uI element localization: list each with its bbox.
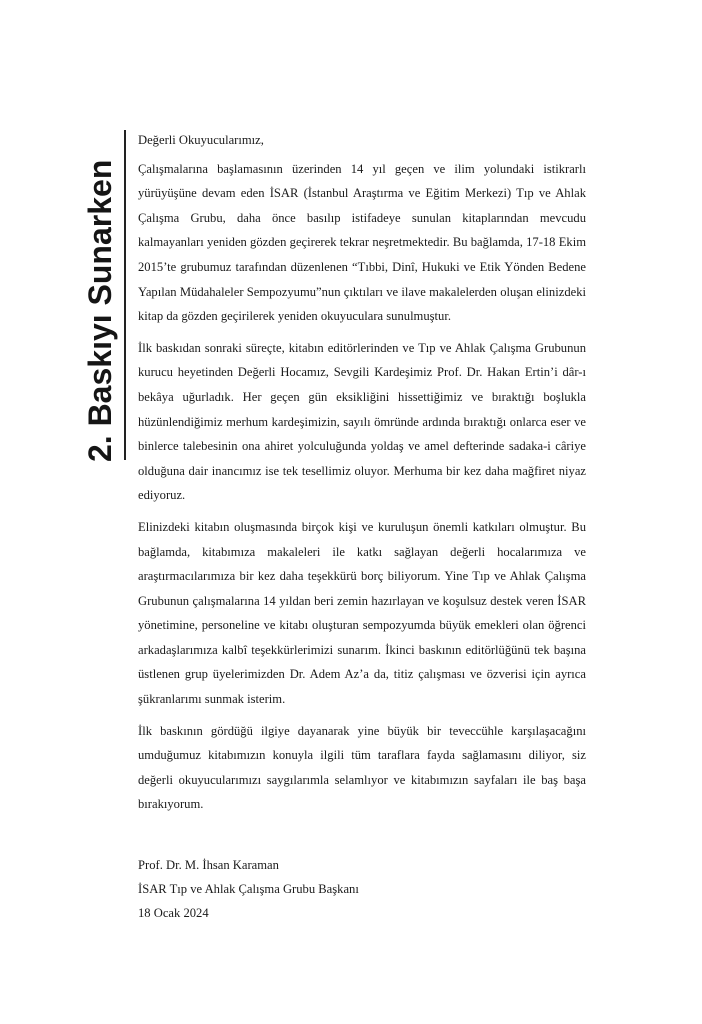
signature-role: İSAR Tıp ve Ahlak Çalışma Grubu Başkanı	[138, 882, 359, 896]
letter-body	[138, 128, 586, 824]
signature-block	[138, 853, 359, 925]
paragraph-4: İlk baskının gördüğü ilgiye dayanarak yine büyük bir teveccühle karşılaşacağını umduğumuz kitabımızın konuyla ilgili tüm taraflara fayda sağlamasını diliyor, siz değerli okuyucularımızı saygılarımla selamlıyor ve kitabımızın sayfaları ile baş başa bırakıyorum.	[138, 723, 586, 812]
paragraph-2: İlk baskıdan sonraki süreçte, kitabın editörlerinden ve Tıp ve Ahlak Çalışma Grubunun kurucu heyetinden Değerli Hocamız, Sevgili Kardeşimiz Prof. Dr. Hakan Ertin’i dâr-ı bekâya uğurladık. Her geçen gün eksikliğini hissettiğimiz ve bıraktığı boşlukla hüzünlendiğimiz merhum kardeşimizin, sayılı ömründe ardında bıraktığı onlarca eser ve binlerce talebesinin ona ahiret yolculuğunda yoldaş ve amel defterinde sadaka-i câriye olduğuna dair inancımız ise tek tesellimiz oluyor. Merhuma bir kez daha mağfiret niyaz ediyoruz.	[138, 340, 586, 503]
greeting: Değerli Okuyucularımız,	[138, 133, 264, 147]
side-title-container	[78, 130, 128, 462]
paragraph-3: Elinizdeki kitabın oluşmasında birçok kişi ve kuruluşun önemli katkıları olmuştur. Bu bağlamda, kitabımıza makaleleri ile katkı sağlayan değerli hocalarımıza ve araştırmacılarımıza bir kez daha teşekkürü borç biliyorum. Yine Tıp ve Ahlak Çalışma Grubunun çalışmalarına 14 yıldan beri zemin hazırlayan ve koşulsuz destek veren İSAR yönetimine, personeline ve kitabı oluşturan sempozyumda büyük emekleri olan öğrenci arkadaşlarımıza kalbî teşekkürlerimizi sunarım. İkinci baskının editörlüğünü tek başına üstlenen grup üyelerimizden Dr. Adem Az’a da, titiz çalışması ve özverisi için ayrıca şükranlarımı sunmak isterim.	[138, 519, 586, 707]
paragraph-1: Çalışmalarına başlamasının üzerinden 14 yıl geçen ve ilim yolundaki istikrarlı yürüyüşüne devam eden İSAR (İstanbul Araştırma ve Eğitim Merkezi) Tıp ve Ahlak Çalışma Grubu, daha önce basılıp istifadeye sunulan kitaplarından mevcudu kalmayanları yeniden gözden geçirerek tekrar neşretmektedir. Bu bağlamda, 17-18 Ekim 2015’te grubumuz tarafından düzenlenen “Tıbbi, Dinî, Hukuki ve Etik Yönden Bedene Yapılan Müdahaleler Sempozyumu”nun çıktıları ve ilave makalelerden oluşan elinizdeki kitap da gözden geçirilerek yeniden okuyuculara sunulmuştur.	[138, 161, 586, 324]
title-divider	[124, 130, 126, 460]
side-title: 2. Baskıyı Sunarken	[82, 159, 118, 462]
signature-date: 18 Ocak 2024	[138, 906, 209, 920]
signature-name: Prof. Dr. M. İhsan Karaman	[138, 858, 279, 872]
